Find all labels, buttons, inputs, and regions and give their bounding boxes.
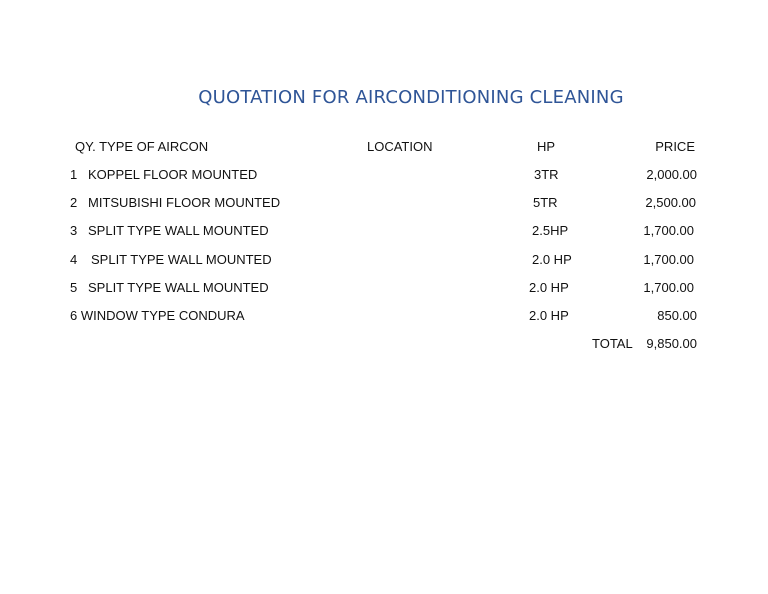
table-row xyxy=(0,167,768,183)
row-aircon-type: MITSUBISHI FLOOR MOUNTED xyxy=(88,195,281,210)
table-row xyxy=(0,223,768,239)
row-price: 1,700.00 xyxy=(643,280,694,295)
row-number: 3 xyxy=(70,223,78,238)
row-aircon-type: KOPPEL FLOOR MOUNTED xyxy=(88,167,258,182)
row-price: 850.00 xyxy=(657,308,697,323)
row-aircon-type: SPLIT TYPE WALL MOUNTED xyxy=(88,223,269,238)
row-price: 2,500.00 xyxy=(645,195,696,210)
row-hp: 2.0 HP xyxy=(529,308,569,323)
row-aircon-type: 6 WINDOW TYPE CONDURA xyxy=(70,308,245,323)
row-hp: 2.5HP xyxy=(532,223,569,238)
table-row xyxy=(0,252,768,268)
row-hp: 2.0 HP xyxy=(529,280,569,295)
row-hp: 5TR xyxy=(533,195,558,210)
table-row xyxy=(0,280,768,296)
total-label: TOTAL xyxy=(592,336,633,351)
row-number: 1 xyxy=(70,167,78,182)
row-price: 1,700.00 xyxy=(643,252,694,267)
table-row xyxy=(0,308,768,324)
row-aircon-type: SPLIT TYPE WALL MOUNTED xyxy=(88,280,269,295)
row-hp: 3TR xyxy=(534,167,559,182)
row-number: 2 xyxy=(70,195,78,210)
header-price: PRICE xyxy=(655,139,695,154)
row-number: 5 xyxy=(70,280,78,295)
header-hp: HP xyxy=(537,139,556,154)
row-price: 1,700.00 xyxy=(643,223,694,238)
row-price: 2,000.00 xyxy=(646,167,697,182)
row-hp: 2.0 HP xyxy=(532,252,572,267)
header-location: LOCATION xyxy=(367,139,433,154)
row-number: 4 xyxy=(70,252,78,267)
table-row xyxy=(0,195,768,211)
header-qty-type: QY. TYPE OF AIRCON xyxy=(75,139,209,154)
total-value: 9,850.00 xyxy=(646,336,697,351)
row-aircon-type: SPLIT TYPE WALL MOUNTED xyxy=(91,252,272,267)
page-title: QUOTATION FOR AIRCONDITIONING CLEANING xyxy=(198,87,624,108)
